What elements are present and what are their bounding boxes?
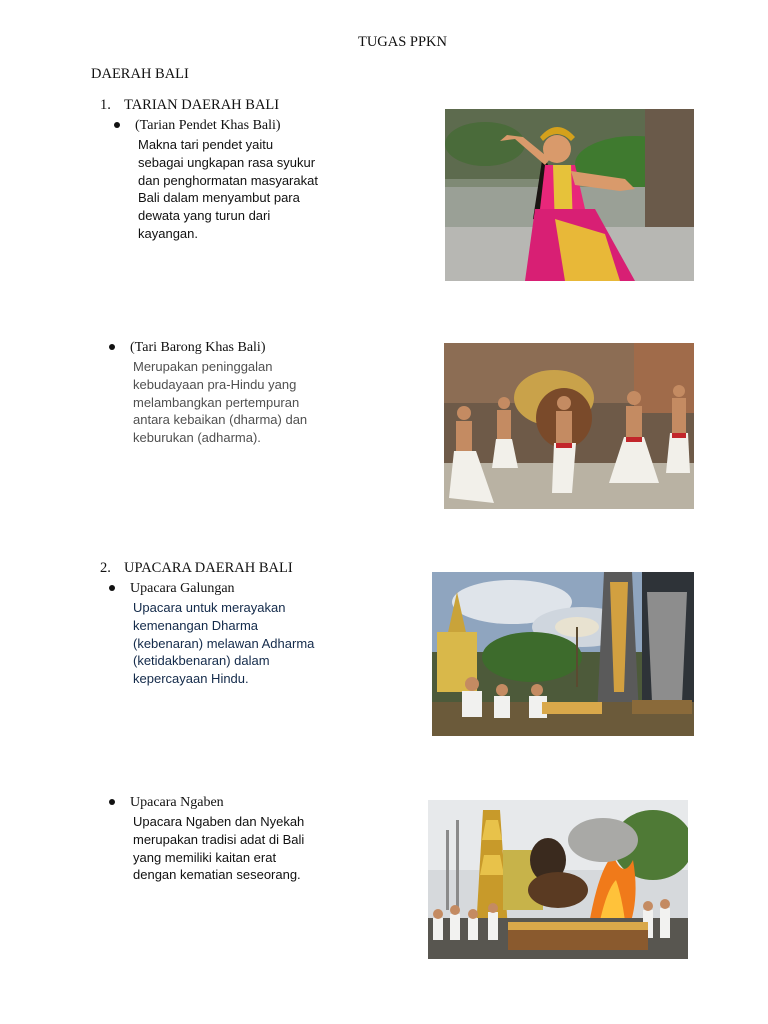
ngaben-ceremony-photo [428, 800, 688, 959]
item-description-galungan: Upacara untuk merayakan kemenangan Dharma (kebenaran) melawan Adharma (ketidakbenaran) dalam kepercayaan Hindu. [133, 600, 315, 687]
item-heading: (Tari Barong Khas Bali) [130, 340, 266, 355]
bullet-icon [109, 344, 115, 350]
galungan-ceremony-photo [432, 572, 694, 736]
item-heading: Upacara Ngaben [130, 795, 224, 810]
bullet-icon [109, 585, 115, 591]
bullet-icon [114, 122, 120, 128]
document-title: TUGAS PPKN [357, 34, 448, 50]
item-heading: Upacara Galungan [130, 581, 235, 596]
list-item-pendet-heading [114, 118, 281, 134]
section-title: UPACARA DAERAH BALI [124, 560, 293, 576]
barong-dance-photo [444, 343, 694, 509]
pendet-dancer-photo [445, 109, 694, 281]
section-heading-ceremonies [100, 560, 293, 577]
section-number: 1. [100, 97, 111, 113]
item-heading: (Tarian Pendet Khas Bali) [135, 118, 281, 133]
section-heading-dances [100, 97, 279, 114]
item-description-ngaben: Upacara Ngaben dan Nyekah merupakan tradisi adat di Bali yang memiliki kaitan erat dengan kematian seseorang. [133, 814, 305, 883]
bullet-icon [109, 799, 115, 805]
section-number: 2. [100, 560, 111, 576]
item-description-barong: Merupakan peninggalan kebudayaan pra-Hindu yang melambangkan pertempuran antara kebaikan (dharma) dan keburukan (adharma). [133, 359, 308, 446]
item-description-pendet: Makna tari pendet yaitu sebagai ungkapan rasa syukur dan penghormatan masyarakat Bali dalam menyambut para dewata yang turun dari kayangan. [138, 137, 318, 241]
list-item-ngaben-heading [109, 795, 224, 811]
list-item-galungan-heading [109, 581, 235, 597]
section-title: TARIAN DAERAH BALI [124, 97, 280, 113]
list-item-barong-heading [109, 340, 265, 356]
region-heading: DAERAH BALI [91, 66, 189, 82]
